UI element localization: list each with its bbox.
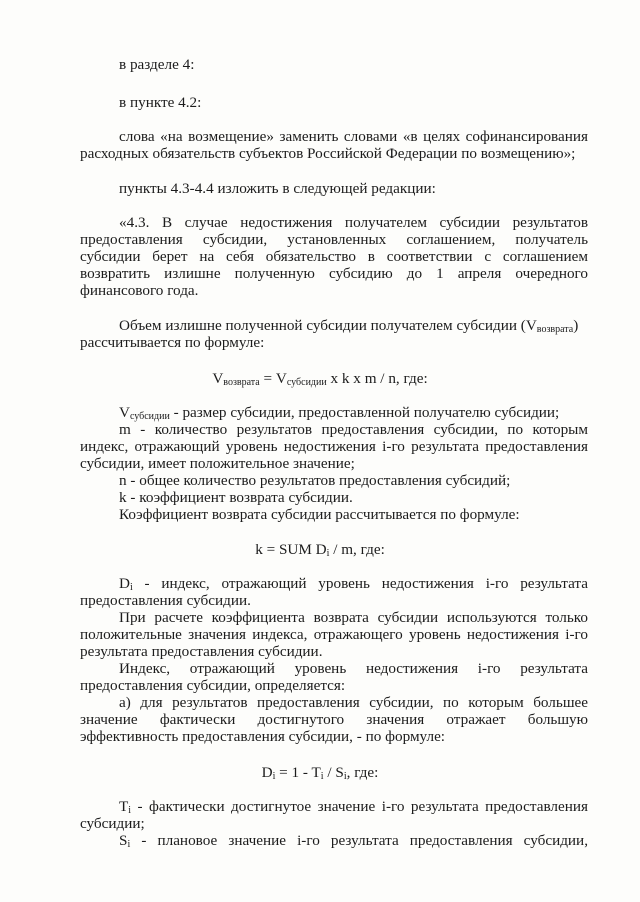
formula-k: k = SUM $D_i$ / m, где: [255, 541, 385, 559]
text-line: k - коэффициент возврата субсидии. [119, 489, 353, 506]
text-line: значение фактически достигнутого значения отражает большую [80, 711, 588, 728]
text-line: Индекс, отражающий уровень недостижения i-го результата [119, 660, 588, 677]
text-line: $T_i$ - фактически достигнутое значение i-го результата предоставления [119, 798, 588, 816]
text-line: m - количество результатов предоставления субсидии, по которым [119, 421, 588, 438]
text-line: предоставления субсидии. [80, 592, 251, 609]
text-line: Коэффициент возврата субсидии рассчитывается по формуле: [119, 506, 520, 523]
text-line: а) для результатов предоставления субсидии, по которым большее [119, 694, 588, 711]
text-line: эффективность предоставления субсидии, - по формуле: [80, 728, 446, 745]
formula-d: $D_i = 1 - T_i / S_i$, где: [261, 764, 379, 782]
text-line: рассчитывается по формуле: [80, 334, 265, 351]
text-line: «4.3. В случае недостижения получателем субсидии результатов [119, 214, 588, 231]
text-line: предоставления субсидии, установленных соглашением, получатель [80, 231, 588, 248]
text-line: $S_i$ - плановое значение i-го результата предоставления субсидии, [119, 832, 588, 850]
text-line: Объем излишне полученной субсидии получателем субсидии $(V_{возврата})$ [119, 317, 579, 335]
text-line: субсидии; [80, 815, 145, 832]
text-line: индекс, отражающий уровень недостижения i-го результата предоставления [80, 438, 588, 455]
text-line: предоставления субсидии, определяется: [80, 677, 346, 694]
text-line: $D_i$ - индекс, отражающий уровень недостижения i-го результата [119, 575, 588, 593]
formula-v-return: $V_{возврата} = V_{субсидии}$ x k x m / n, где: [212, 370, 428, 388]
text-line: положительные значения индекса, отражающего уровень недостижения i-го [80, 626, 588, 643]
text-line: n - общее количество результатов предоставления субсидий; [119, 472, 511, 489]
text-line: в разделе 4: [119, 56, 195, 73]
text-line: слова «на возмещение» заменить словами «в целях софинансирования [119, 128, 588, 145]
text-line: в пункте 4.2: [119, 94, 202, 111]
text-line: возвратить излишне полученную субсидию до 1 апреля очередного [80, 265, 588, 282]
text-line: субсидии, имеет положительное значение; [80, 455, 355, 472]
text-line: субсидии берет на себя обязательство в соответствии с соглашением [80, 248, 588, 265]
text-line: При расчете коэффициента возврата субсидии используются только [119, 609, 588, 626]
text-line: результата предоставления субсидии. [80, 643, 323, 660]
text-line: пункты 4.3-4.4 изложить в следующей редакции: [119, 180, 436, 197]
text-line: финансового года. [80, 282, 199, 299]
text-line: $V_{субсидии}$ - размер субсидии, предоставленной получателю субсидии; [119, 404, 560, 422]
text-line: расходных обязательств субъектов Российской Федерации по возмещению»; [80, 145, 576, 162]
